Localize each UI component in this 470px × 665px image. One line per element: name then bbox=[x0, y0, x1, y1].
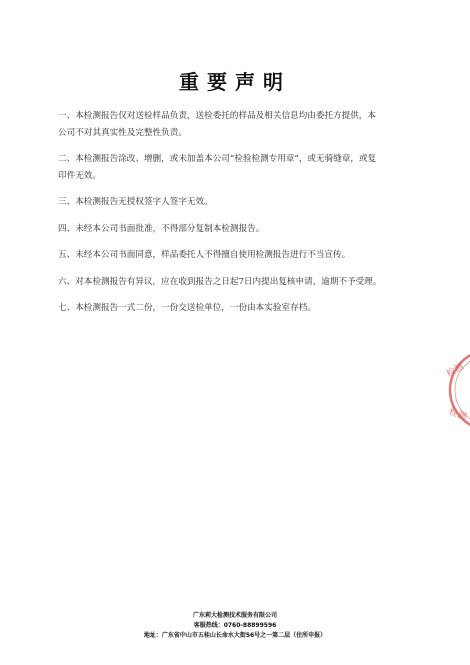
svg-text:检测: 检测 bbox=[445, 361, 466, 380]
footer-address: 地址：广东省中山市五桂山长命水大街56号之一第二层（住所申报） bbox=[143, 632, 327, 639]
footer-hotline: 客服热线：0760-88899596 bbox=[193, 622, 277, 629]
clause-7: 七、本检测报告一式二份，一份交送检单位，一份由本实验室存档。 bbox=[58, 303, 316, 313]
clause-4: 四、未经本公司书面批准，不得部分复制本检测报告。 bbox=[58, 223, 265, 234]
clause-6: 六、对本检测报告有异议，应在收到报告之日起7日内提出复核申请，逾期不予受理。 bbox=[58, 276, 382, 287]
page-title: 重要声明 bbox=[179, 70, 291, 94]
clause-1: 一、本检测报告仅对送检样品负责，送检委托的样品及相关信息均由委托方提供，本公司不对其真实性及完整性负责。 bbox=[58, 111, 376, 138]
inspection-seal-icon bbox=[442, 345, 470, 435]
clause-5: 五、未经本公司书面同意，样品委托人不得擅自使用检测报告进行不当宣传。 bbox=[58, 250, 351, 260]
footer-company: 广东莉大检测技术服务有限公司 bbox=[192, 612, 277, 619]
footer bbox=[0, 611, 470, 641]
clause-2: 二、本检测报告涂改、增删，或未加盖本公司“检验检测专用章”，或无骑缝章，或复印件无效。 bbox=[58, 154, 377, 181]
clause-3: 三、本检测报告无授权签字人签字无效。 bbox=[58, 197, 213, 207]
svg-text:检测: 检测 bbox=[447, 407, 468, 423]
declaration-clauses bbox=[58, 108, 383, 327]
